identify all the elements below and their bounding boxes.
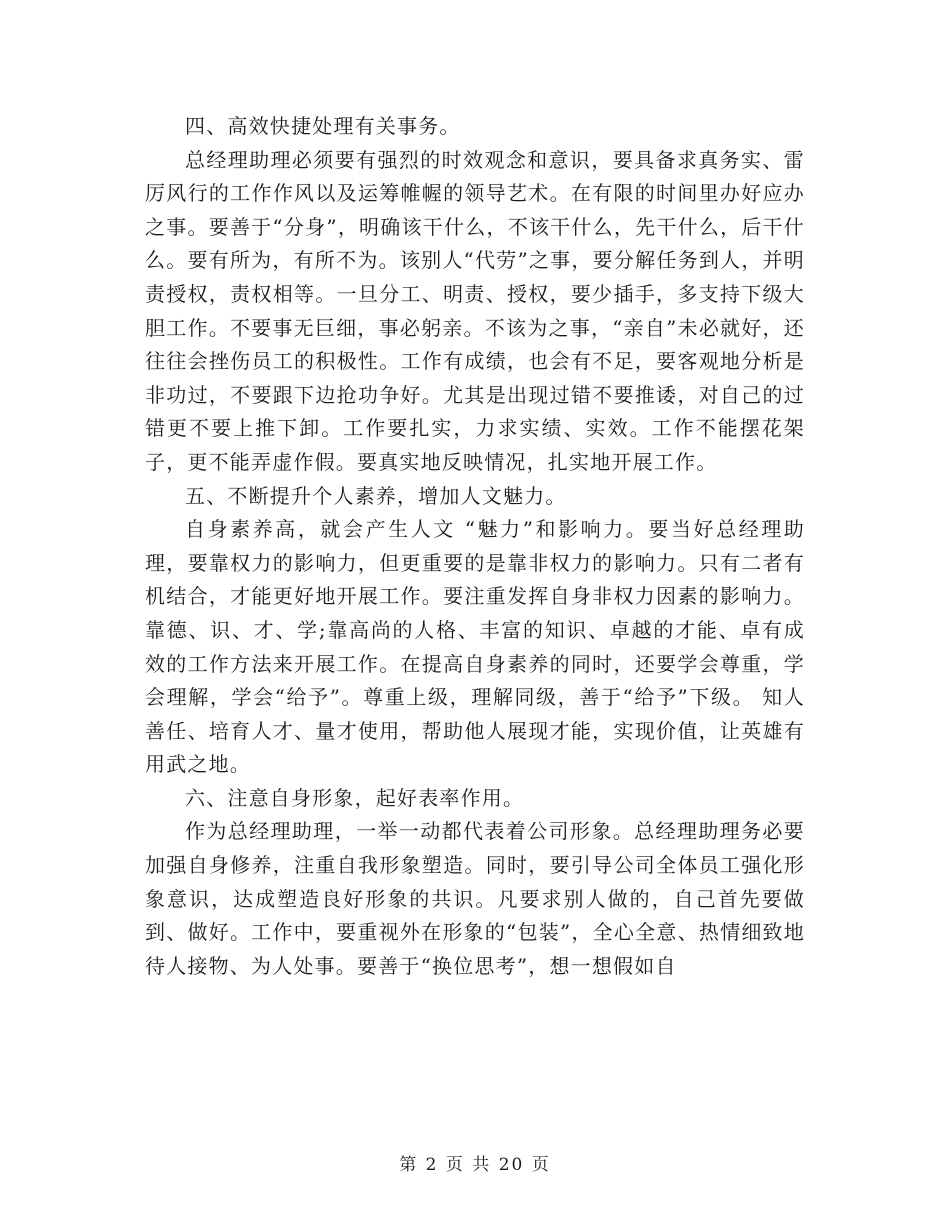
section-heading-4: 四、高效快捷处理有关事务。 <box>185 114 461 138</box>
footer-total-pages: 20 <box>498 1155 525 1175</box>
section-heading-6: 六、注意自身形象，起好表率作用。 <box>185 785 525 810</box>
footer-prefix: 第 <box>399 1155 419 1175</box>
footer-page-number: 2 <box>425 1155 439 1175</box>
document-body <box>145 110 805 983</box>
section-body-4: 总经理助理必须要有强烈的时效观念和意识，要具备求真务实、雷厉风行的工作作风以及运筹帷幄的领导艺术。在有限的时间里办好应办之事。要善于“分身”，明确该干什么，不该干什么，先干什么，后干什么。要有所为，有所不为。该别人“代劳”之事，要分解任务到人，并明责授权，责权相等。一旦分工、明责、授权，要少插手，多支持下级大胆工作。不要事无巨细，事必躬亲。不该为之事，“亲自”未必就好，还往往会挫伤员工的积极性。工作有成绩，也会有不足，要客观地分析是非功过，不要跟下边抢功争好。尤其是出现过错不要推诿，对自己的过错更不要上推下卸。工作要扎实，力求实绩、实效。工作不能摆花架子，更不能弄虚作假。要真实地反映情况，扎实地开展工作。 <box>145 147 805 474</box>
footer-suffix: 页 <box>531 1155 551 1175</box>
footer-middle: 页 共 <box>445 1155 492 1175</box>
section-body-5: 自身素养高，就会产生人文 “魅力”和影响力。要当好总经理助理，要靠权力的影响力，但更重要的是靠非权力的影响力。只有二者有机结合，才能更好地开展工作。要注重发挥自身非权力因素的影响力。靠德、识、才、学;靠高尚的人格、丰富的知识、卓越的才能、卓有成效的工作方法来开展工作。在提高自身素养的同时，还要学会尊重，学会理解，学会“给予”。尊重上级，理解同级，善于“给予”下级。 知人善任、培育人才、量才使用，帮助他人展现才能，实现价值，让英雄有用武之地。 <box>145 517 805 777</box>
section-heading-5: 五、不断提升个人素养，增加人文魅力。 <box>185 483 567 508</box>
page-footer <box>0 1150 950 1175</box>
section-body-6: 作为总经理助理，一举一动都代表着公司形象。总经理助理务必要加强自身修养，注重自我形象塑造。同时，要引导公司全体员工强化形象意识，达成塑造良好形象的共识。凡要求别人做的，自己首先要做到、做好。工作中，要重视外在形象的“包装”，全心全意、热情细致地待人接物、为人处事。要善于“换位思考”，想一想假如自 <box>145 819 805 978</box>
